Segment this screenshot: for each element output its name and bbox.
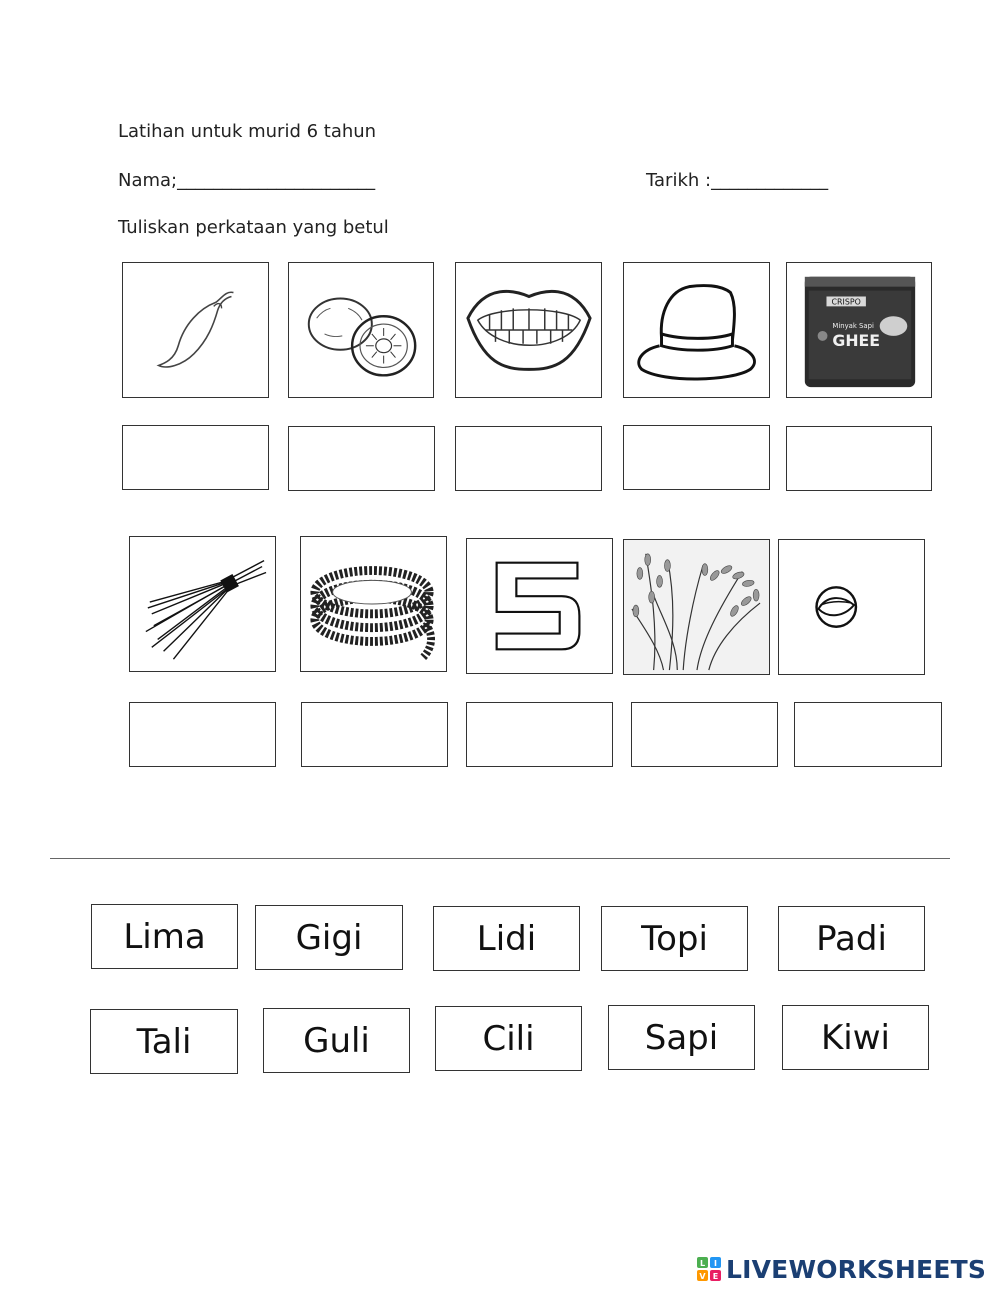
- answer-box-1[interactable]: [122, 425, 269, 490]
- word-card-topi[interactable]: Topi: [601, 906, 748, 971]
- picture-cell-lidi: [129, 536, 276, 672]
- ghee-brand-text: CRISPO: [831, 297, 861, 307]
- word-card-sapi[interactable]: Sapi: [608, 1005, 755, 1070]
- section-divider: [50, 858, 950, 859]
- picture-cell-guli: [778, 539, 925, 675]
- picture-cell-kiwi: [288, 262, 434, 398]
- chili-icon: [123, 263, 268, 397]
- name-field-label: Nama;______________________: [118, 170, 376, 191]
- answer-box-4[interactable]: [623, 425, 770, 490]
- logo-letter-l: L: [699, 1259, 706, 1268]
- rope-icon: [301, 537, 446, 671]
- word-card-gigi[interactable]: Gigi: [255, 905, 403, 970]
- marble-icon: [779, 540, 924, 674]
- teeth-icon: [456, 263, 601, 397]
- picture-cell-lima: [466, 538, 613, 674]
- kiwi-icon: [289, 263, 433, 397]
- logo-letter-v: V: [699, 1272, 706, 1281]
- answer-box-9[interactable]: [631, 702, 778, 767]
- answer-box-10[interactable]: [794, 702, 942, 767]
- word-card-lima[interactable]: Lima: [91, 904, 238, 969]
- worksheet-title: Latihan untuk murid 6 tahun: [118, 121, 377, 142]
- picture-cell-hat: [623, 262, 770, 398]
- ghee-product-text: GHEE: [832, 330, 881, 350]
- ghee-small-text: Minyak Sapi: [832, 322, 874, 331]
- logo-letter-i: I: [714, 1259, 717, 1268]
- word-card-padi[interactable]: Padi: [778, 906, 925, 971]
- answer-box-7[interactable]: [301, 702, 448, 767]
- liveworksheets-logo-icon: [696, 1256, 722, 1282]
- liveworksheets-brand-text: LIVEWORKSHEETS: [726, 1254, 987, 1284]
- broom-sticks-icon: [130, 537, 275, 671]
- date-field-label: Tarikh :_____________: [646, 170, 829, 191]
- ghee-tin-icon: [787, 263, 931, 397]
- answer-box-3[interactable]: [455, 426, 602, 491]
- word-card-kiwi[interactable]: Kiwi: [782, 1005, 929, 1070]
- hat-icon: [624, 263, 769, 397]
- word-card-cili[interactable]: Cili: [435, 1006, 582, 1071]
- word-card-tali[interactable]: Tali: [90, 1009, 238, 1074]
- picture-cell-teeth: [455, 262, 602, 398]
- picture-cell-ghee: [786, 262, 932, 398]
- answer-box-5[interactable]: [786, 426, 932, 491]
- word-card-guli[interactable]: Guli: [263, 1008, 410, 1073]
- word-card-lidi[interactable]: Lidi: [433, 906, 580, 971]
- instruction-text: Tuliskan perkataan yang betul: [118, 217, 389, 238]
- number-five-icon: [467, 539, 612, 673]
- answer-box-2[interactable]: [288, 426, 435, 491]
- picture-cell-padi: [623, 539, 770, 675]
- picture-cell-tali: [300, 536, 447, 672]
- answer-box-6[interactable]: [129, 702, 276, 767]
- picture-cell-chili: [122, 262, 269, 398]
- logo-letter-e: E: [712, 1272, 719, 1281]
- rice-plant-icon: [624, 540, 769, 674]
- liveworksheets-logo: [696, 1255, 986, 1283]
- answer-box-8[interactable]: [466, 702, 613, 767]
